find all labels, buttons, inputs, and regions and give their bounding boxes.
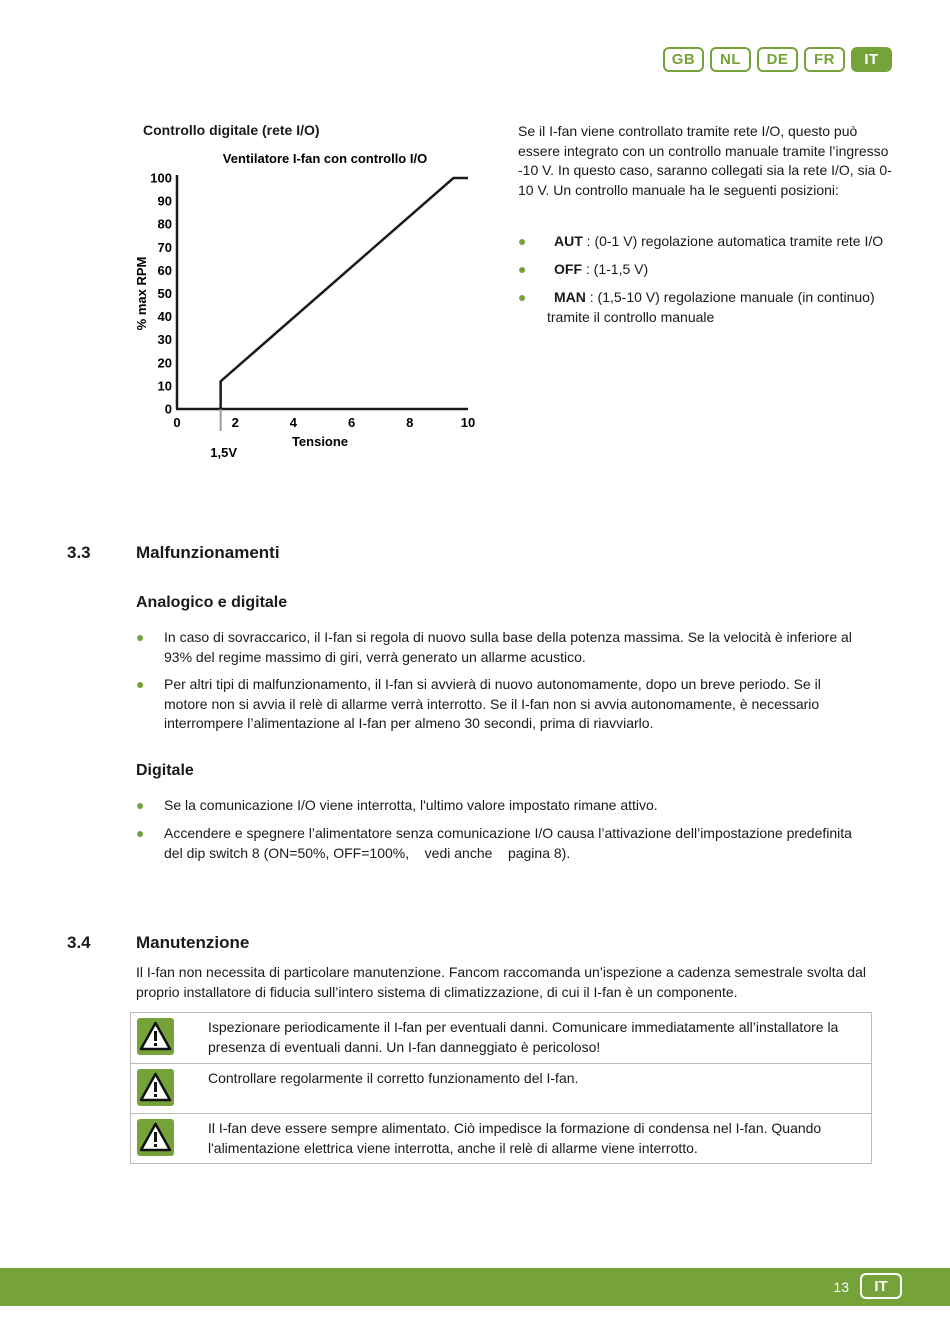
warning-triangle-icon xyxy=(137,1119,174,1156)
lang-tab-it[interactable]: IT xyxy=(851,47,892,72)
warning-row xyxy=(131,1113,871,1163)
x-tick-label: 8 xyxy=(406,415,414,430)
y-tick-label: 10 xyxy=(157,378,172,394)
position-label: AUT xyxy=(554,233,583,249)
page-number: 13 xyxy=(833,1279,849,1295)
y-axis-label: % max RPM xyxy=(134,256,149,331)
warning-table xyxy=(130,1012,872,1164)
control-position-off xyxy=(518,260,908,280)
x-tick-label: 0 xyxy=(173,415,181,430)
y-tick-label: 100 xyxy=(150,170,172,186)
list-item: ● In caso di sovraccarico, il I-fan si regola di nuovo sulla base della potenza massima. Se la velocità è inferiore al 93% del regime massimo di giri, verrà generato un allarme acustico. xyxy=(136,629,852,665)
warning-row xyxy=(131,1063,871,1113)
chart-title: Ventilatore I-fan con controllo I/O xyxy=(222,151,428,166)
position-text: : (0-1 V) regolazione automatica tramite rete I/O xyxy=(582,233,884,249)
series-line xyxy=(221,178,468,409)
bullet-icon: ● xyxy=(136,825,145,841)
x-axis-label: Tensione xyxy=(291,434,349,449)
x-tick-label: 6 xyxy=(347,415,356,430)
position-text: : (1,5-10 V) regolazione manuale (in continuo) xyxy=(585,289,875,305)
x-tick-label: 10 xyxy=(460,415,476,430)
list-item: ● Accendere e spegnere l’alimentatore senza comunicazione I/O causa l’attivazione dell’impostazione predefinita del dip switch 8 (ON=50%, OFF=100%, vedi anche pagina 8). xyxy=(136,825,856,861)
section-title: Malfunzionamenti xyxy=(136,543,280,562)
warning-text: Controllare regolarmente il corretto funzionamento del I-fan. xyxy=(208,1070,579,1086)
section-number: 3.3 xyxy=(67,543,91,562)
list-item: ● Per altri tipi di malfunzionamento, il I-fan si avvierà di nuovo autonomamente, dopo un breve periodo. Se il motore non si avvia il relè di allarme verrà interrotto. Se il I-fan non si avvia autonomamente, è necessario interrompere l’alimentazione al I-fan per almeno 30 secondi, prima di riavviarlo. xyxy=(136,676,821,731)
language-tabs xyxy=(663,47,892,72)
y-tick-label: 40 xyxy=(157,309,172,325)
network-control-intro: Se il I-fan viene controllato tramite rete I/O, questo può essere integrato con un controllo manuale tramite l’ingresso -10 V. In questo caso, saranno collegati sia la rete I/O, sia 0-10 V. Un controllo manuale ha le seguenti posizioni: xyxy=(518,123,892,198)
section-number: 3.4 xyxy=(67,933,91,952)
lang-tab-nl[interactable]: NL xyxy=(710,47,751,72)
subsection-title: Analogico e digitale xyxy=(136,594,288,611)
y-tick-label: 60 xyxy=(157,262,172,278)
warning-triangle-icon xyxy=(137,1069,174,1106)
threshold-annotation: 1,5V xyxy=(210,445,238,460)
position-label: MAN xyxy=(554,289,586,305)
y-tick-label: 90 xyxy=(157,193,172,209)
y-tick-label: 80 xyxy=(157,216,172,232)
position-text-continued: tramite il controllo manuale xyxy=(547,308,715,325)
bullet-icon: ● xyxy=(518,233,527,249)
y-tick-label: 20 xyxy=(157,355,172,371)
x-axis-ticks xyxy=(173,415,475,430)
lang-tab-gb[interactable]: GB xyxy=(663,47,704,72)
y-tick-label: 50 xyxy=(157,286,172,301)
bullet-icon: ● xyxy=(136,629,145,645)
x-tick-label: 2 xyxy=(231,415,239,430)
position-text: : (1-1,5 V) xyxy=(582,261,649,277)
subsection-title: Digitale xyxy=(136,762,194,779)
chart-section-label: Controllo digitale (rete I/O) xyxy=(143,122,320,138)
y-tick-label: 0 xyxy=(164,401,172,417)
bullet-icon: ● xyxy=(518,289,527,305)
list-item: ● Se la comunicazione I/O viene interrotta, l'ultimo valore impostato rimane attivo. xyxy=(136,796,866,816)
warning-row xyxy=(131,1013,871,1063)
bullet-icon: ● xyxy=(136,676,145,692)
warning-text: Il I-fan deve essere sempre alimentato. Ciò impedisce la formazione di condensa nel I-fan. Quando l'alimentazione elettrica viene interrotta, anche il relè di allarme viene interrotto. xyxy=(208,1120,822,1156)
y-tick-label: 70 xyxy=(157,239,172,255)
bullet-icon: ● xyxy=(518,261,527,277)
control-position-man xyxy=(518,288,908,327)
lang-tab-de[interactable]: DE xyxy=(757,47,798,72)
warning-text: Ispezionare periodicamente il I-fan per eventuali danni. Comunicare immediatamente all’installatore la presenza di eventuali danni. Un I-fan danneggiato è pericoloso! xyxy=(208,1019,839,1055)
footer-language-tab: IT xyxy=(860,1273,902,1299)
rpm-voltage-chart xyxy=(130,145,490,465)
section-title: Manutenzione xyxy=(136,933,250,952)
footer-bar xyxy=(0,1268,950,1306)
bullet-icon: ● xyxy=(136,797,145,813)
lang-tab-fr[interactable]: FR xyxy=(804,47,845,72)
position-label: OFF xyxy=(554,261,582,277)
x-tick-label: 4 xyxy=(289,415,298,430)
control-position-aut xyxy=(518,232,908,252)
maintenance-paragraph: Il I-fan non necessita di particolare manutenzione. Fancom raccomanda un’ispezione a cadenza semestrale svolta dal proprio installatore di fiducia sull’intero sistema di climatizzazione, di cui il I-fan è un componente. xyxy=(136,964,866,1000)
warning-triangle-icon xyxy=(137,1018,174,1055)
y-axis-ticks xyxy=(150,171,172,417)
y-tick-label: 30 xyxy=(157,332,172,348)
